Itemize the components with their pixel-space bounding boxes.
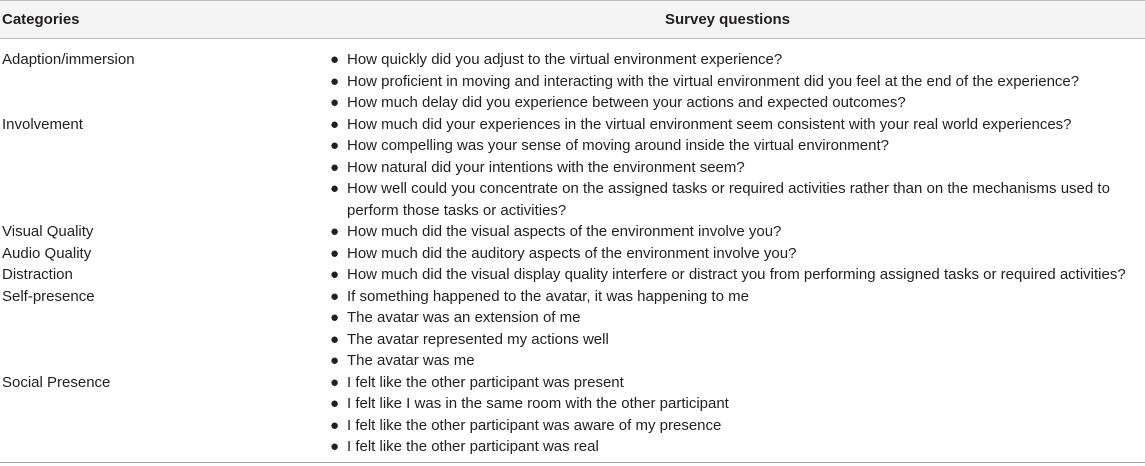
- bullet-icon: ●: [330, 51, 340, 68]
- question-text: I felt like the other participant was present: [347, 373, 624, 391]
- question-text: I felt like I was in the same room with the other participant: [347, 395, 729, 412]
- list-item: [330, 157, 1145, 179]
- question-list: [330, 114, 1145, 222]
- list-item: [330, 243, 1145, 265]
- bullet-icon: ●: [330, 266, 340, 283]
- bullet-icon: ●: [330, 416, 340, 434]
- bottom-rule: [0, 462, 1145, 463]
- question-text: How natural did your intentions with the environment seem?: [347, 158, 745, 176]
- question-list: [330, 49, 1145, 114]
- question-list: [330, 264, 1145, 286]
- question-text: How much did your experiences in the virtual environment seem consistent with your real world experiences?: [347, 115, 1072, 133]
- category-label: Social Presence: [2, 373, 111, 391]
- question-text: How well could you concentrate on the assigned tasks or required activities rather than on the mechanisms used to perform those tasks or activities?: [347, 180, 1110, 219]
- bullet-icon: ●: [330, 180, 340, 197]
- list-item: [330, 329, 1145, 351]
- bullet-icon: ●: [330, 115, 340, 133]
- list-item: [330, 114, 1145, 136]
- list-item: [330, 372, 1145, 394]
- question-text: How quickly did you adjust to the virtual environment experience?: [347, 51, 783, 68]
- list-item: [330, 415, 1145, 437]
- list-item: [330, 221, 1145, 243]
- category-label: Involvement: [2, 115, 83, 133]
- table-row: [0, 243, 1145, 265]
- table-row: [0, 372, 1145, 458]
- table-row: [0, 286, 1145, 372]
- bullet-icon: ●: [330, 373, 340, 391]
- bullet-icon: ●: [330, 158, 340, 176]
- question-list: [330, 243, 1145, 265]
- list-item: [330, 436, 1145, 458]
- question-list: [330, 372, 1145, 458]
- bullet-icon: ●: [330, 438, 340, 455]
- category-label: Self-presence: [2, 287, 95, 305]
- list-item: [330, 286, 1145, 308]
- bullet-icon: ●: [330, 330, 340, 348]
- question-text: How much did the auditory aspects of the environment involve you?: [347, 244, 797, 262]
- list-item: [330, 264, 1145, 286]
- list-item: [330, 307, 1145, 329]
- bullet-icon: ●: [330, 137, 340, 154]
- table-row: [0, 221, 1145, 243]
- category-label: Distraction: [2, 266, 73, 283]
- header-survey-questions: Survey questions: [664, 11, 791, 28]
- question-text: How proficient in moving and interacting with the virtual environment did you feel at the end of the experience?: [347, 72, 1080, 90]
- list-item: [330, 393, 1145, 415]
- bullet-icon: ●: [330, 244, 340, 262]
- bullet-icon: ●: [330, 287, 340, 305]
- header-categories: Categories: [2, 11, 80, 28]
- list-item: [330, 350, 1145, 372]
- table-row: [0, 264, 1145, 286]
- question-text: If something happened to the avatar, it was happening to me: [347, 287, 749, 305]
- list-item: [330, 178, 1145, 221]
- question-text: How much did the visual aspects of the environment involve you?: [347, 223, 782, 240]
- table-row: [0, 114, 1145, 222]
- question-text: The avatar was me: [347, 352, 475, 369]
- table-body: [0, 49, 1145, 458]
- question-text: I felt like the other participant was aware of my presence: [347, 416, 722, 434]
- bullet-icon: ●: [330, 223, 340, 240]
- question-text: How much did the visual display quality interfere or distract you from performing assigned tasks or required activities?: [347, 266, 1126, 283]
- bullet-icon: ●: [330, 309, 340, 326]
- bullet-icon: ●: [330, 94, 340, 111]
- bullet-icon: ●: [330, 72, 340, 90]
- list-item: [330, 92, 1145, 114]
- list-item: [330, 49, 1145, 71]
- list-item: [330, 71, 1145, 93]
- list-item: [330, 135, 1145, 157]
- question-text: The avatar was an extension of me: [347, 309, 581, 326]
- question-text: I felt like the other participant was real: [347, 438, 599, 455]
- question-text: The avatar represented my actions well: [347, 330, 609, 348]
- question-list: [330, 221, 1145, 243]
- question-text: How compelling was your sense of moving around inside the virtual environment?: [347, 137, 889, 154]
- bullet-icon: ●: [330, 395, 340, 412]
- question-text: How much delay did you experience between your actions and expected outcomes?: [347, 94, 906, 111]
- bullet-icon: ●: [330, 352, 340, 369]
- category-label: Adaption/immersion: [2, 51, 135, 68]
- category-label: Visual Quality: [2, 223, 94, 240]
- category-label: Audio Quality: [2, 244, 92, 262]
- question-list: [330, 286, 1145, 372]
- table-row: [0, 49, 1145, 114]
- table-header: [0, 1, 1145, 39]
